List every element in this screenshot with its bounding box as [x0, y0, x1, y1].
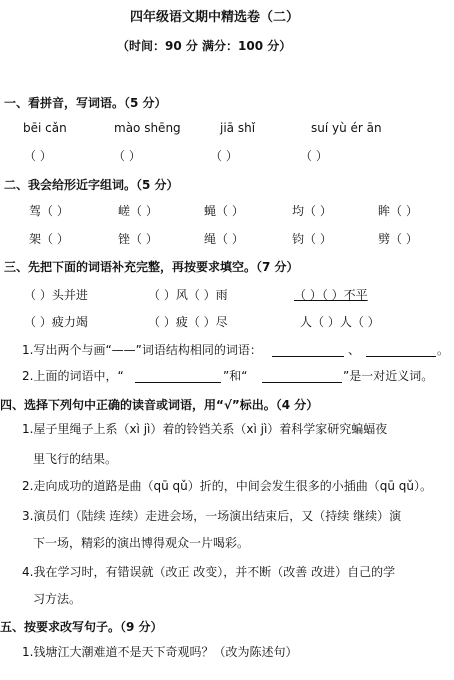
answer-blank[interactable]	[366, 356, 436, 357]
word-item[interactable]: 嵯（ ）	[118, 204, 158, 218]
word-item[interactable]: 劈（ ）	[378, 232, 418, 246]
word-item[interactable]: 锉（ ）	[118, 232, 158, 246]
answer-blank[interactable]	[262, 382, 342, 383]
exam-subtitle: （时间：90 分 满分：100 分）	[117, 39, 292, 53]
question-3-2-part-c: ”是一对近义词。	[343, 369, 434, 383]
section-1-heading: 一、看拼音，写词语。（5 分）	[4, 96, 167, 110]
question-3-1: 1.写出两个与画“——”词语结构相同的词语：	[22, 343, 262, 357]
idiom-item-underlined[interactable]: （ ）（ ）不平	[294, 288, 368, 302]
question-3-2-part-b: ”和“	[223, 369, 248, 383]
section-2-heading: 二、我会给形近字组词。（5 分）	[4, 178, 179, 192]
answer-blank[interactable]	[272, 356, 344, 357]
pinyin-1: bēi cǎn	[23, 121, 67, 135]
answer-bracket-4[interactable]: （ ）	[300, 149, 328, 163]
question-line: 里飞行的结果。	[33, 452, 118, 466]
question-line: 3.演员们（陆续 连续）走进会场，一场演出结束后，又（持续 继续）演	[22, 509, 402, 523]
idiom-item[interactable]: 人（ ）人（ ）	[300, 315, 380, 329]
answer-bracket-2[interactable]: （ ）	[113, 149, 141, 163]
question-5-1: 1.钱塘江大潮难道不是天下奇观吗？（改为陈述句）	[22, 645, 298, 659]
idiom-item[interactable]: （ ）疲（ ）尽	[148, 315, 228, 329]
idiom-item[interactable]: （ ）风（ ）雨	[148, 288, 228, 302]
answer-bracket-1[interactable]: （ ）	[24, 149, 52, 163]
word-item[interactable]: 钧（ ）	[292, 232, 332, 246]
pinyin-3: jiā shǐ	[220, 121, 256, 135]
question-line: 1.屋子里绳子上系（xì jì）着的铃铛关系（xì jì）着科学家研究蝙蝠夜	[22, 422, 388, 436]
section-5-heading: 五、按要求改写句子。（9 分）	[0, 620, 163, 634]
word-item[interactable]: 驾（ ）	[29, 204, 69, 218]
end-text: 。	[437, 343, 450, 357]
word-item[interactable]: 架（ ）	[29, 232, 69, 246]
question-3-2-part-a: 2.上面的词语中，“	[22, 369, 124, 383]
question-line: 下一场，精彩的演出博得观众一片喝彩。	[33, 536, 250, 550]
word-item[interactable]: 均（ ）	[292, 204, 332, 218]
question-line: 习方法。	[33, 592, 82, 606]
pinyin-4: suí yù ér ān	[311, 121, 382, 135]
word-item[interactable]: 蝇（ ）	[204, 204, 244, 218]
question-line: 4.我在学习时，有错误就（改正 改变），并不断（改善 改进）自己的学	[22, 565, 396, 579]
idiom-item[interactable]: （ ）疲力竭	[24, 315, 88, 329]
answer-blank[interactable]	[135, 382, 221, 383]
page-title: 四年级语文期中精选卷（二）	[130, 10, 300, 25]
section-4-heading: 四、选择下列句中正确的读音或词语，用“√”标出。（4 分）	[0, 398, 319, 412]
question-line: 2.走向成功的道路是曲（qū qǔ）折的，中间会发生很多的小插曲（qū qǔ）。	[22, 479, 432, 493]
idiom-item[interactable]: （ ）头并进	[24, 288, 88, 302]
pinyin-2: mào shēng	[114, 121, 181, 135]
answer-bracket-3[interactable]: （ ）	[210, 149, 238, 163]
separator-text: 、	[348, 343, 361, 357]
section-3-heading: 三、先把下面的词语补充完整，再按要求填空。（7 分）	[4, 260, 299, 274]
word-item[interactable]: 眸（ ）	[378, 204, 418, 218]
word-item[interactable]: 绳（ ）	[204, 232, 244, 246]
